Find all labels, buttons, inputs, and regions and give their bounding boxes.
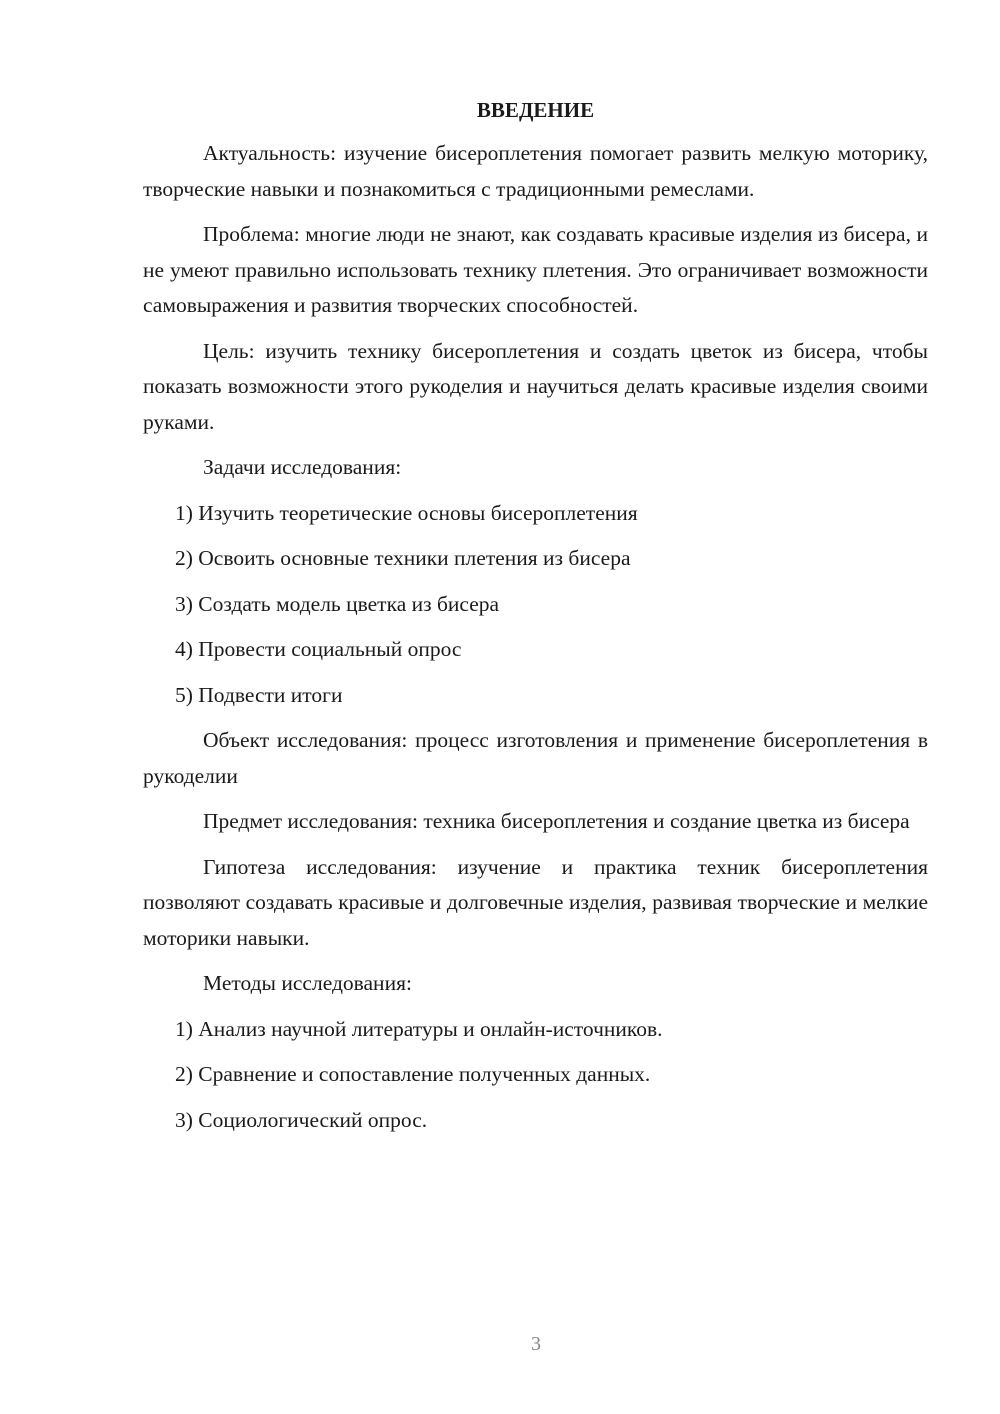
- list-item: 2) Сравнение и сопоставление полученных данных.: [175, 1062, 651, 1086]
- section-heading: ВВЕДЕНИЕ: [476, 98, 595, 122]
- list-item: 1) Изучить теоретические основы бисероплетения: [175, 500, 638, 525]
- tasks-label: Задачи исследования:: [203, 455, 402, 479]
- methods-label: Методы исследования:: [203, 971, 412, 995]
- tasks-list: [143, 496, 928, 714]
- methods-list: [143, 1012, 928, 1139]
- hypothesis-paragraph: Гипотеза исследования: изучение и практика техник бисероплетения позволяют создавать красивые и долговечные изделия, развивая творческие и мелкие моторики навыки.: [143, 854, 928, 950]
- problem-paragraph: Проблема: многие люди не знают, как создавать красивые изделия из бисера, и не умеют правильно использовать технику плетения. Это ограничивает возможности самовыражения и развития творческих способностей.: [143, 222, 928, 317]
- subject-paragraph: Предмет исследования: техника бисероплетения и создание цветка из бисера: [203, 809, 910, 833]
- list-item: 5) Подвести итоги: [175, 682, 343, 707]
- object-paragraph: Объект исследования: процесс изготовления и применение бисероплетения в рукоделии: [143, 728, 928, 788]
- list-item: 2) Освоить основные техники плетения из бисера: [175, 546, 631, 570]
- list-item: 3) Социологический опрос.: [175, 1107, 428, 1132]
- list-item: 1) Анализ научной литературы и онлайн-источников.: [175, 1016, 663, 1041]
- list-item: 3) Создать модель цветка из бисера: [175, 591, 500, 616]
- list-item: 4) Провести социальный опрос: [175, 637, 462, 661]
- page-number: 3: [531, 1333, 541, 1355]
- goal-paragraph: Цель: изучить технику бисероплетения и создать цветок из бисера, чтобы показать возможности этого рукоделия и научиться делать красивые изделия своими руками.: [143, 338, 928, 434]
- relevance-paragraph: Актуальность: изучение бисероплетения помогает развить мелкую моторику, творческие навыки и познакомиться с традиционными ремеслами.: [143, 141, 928, 201]
- document-page: [143, 92, 928, 1148]
